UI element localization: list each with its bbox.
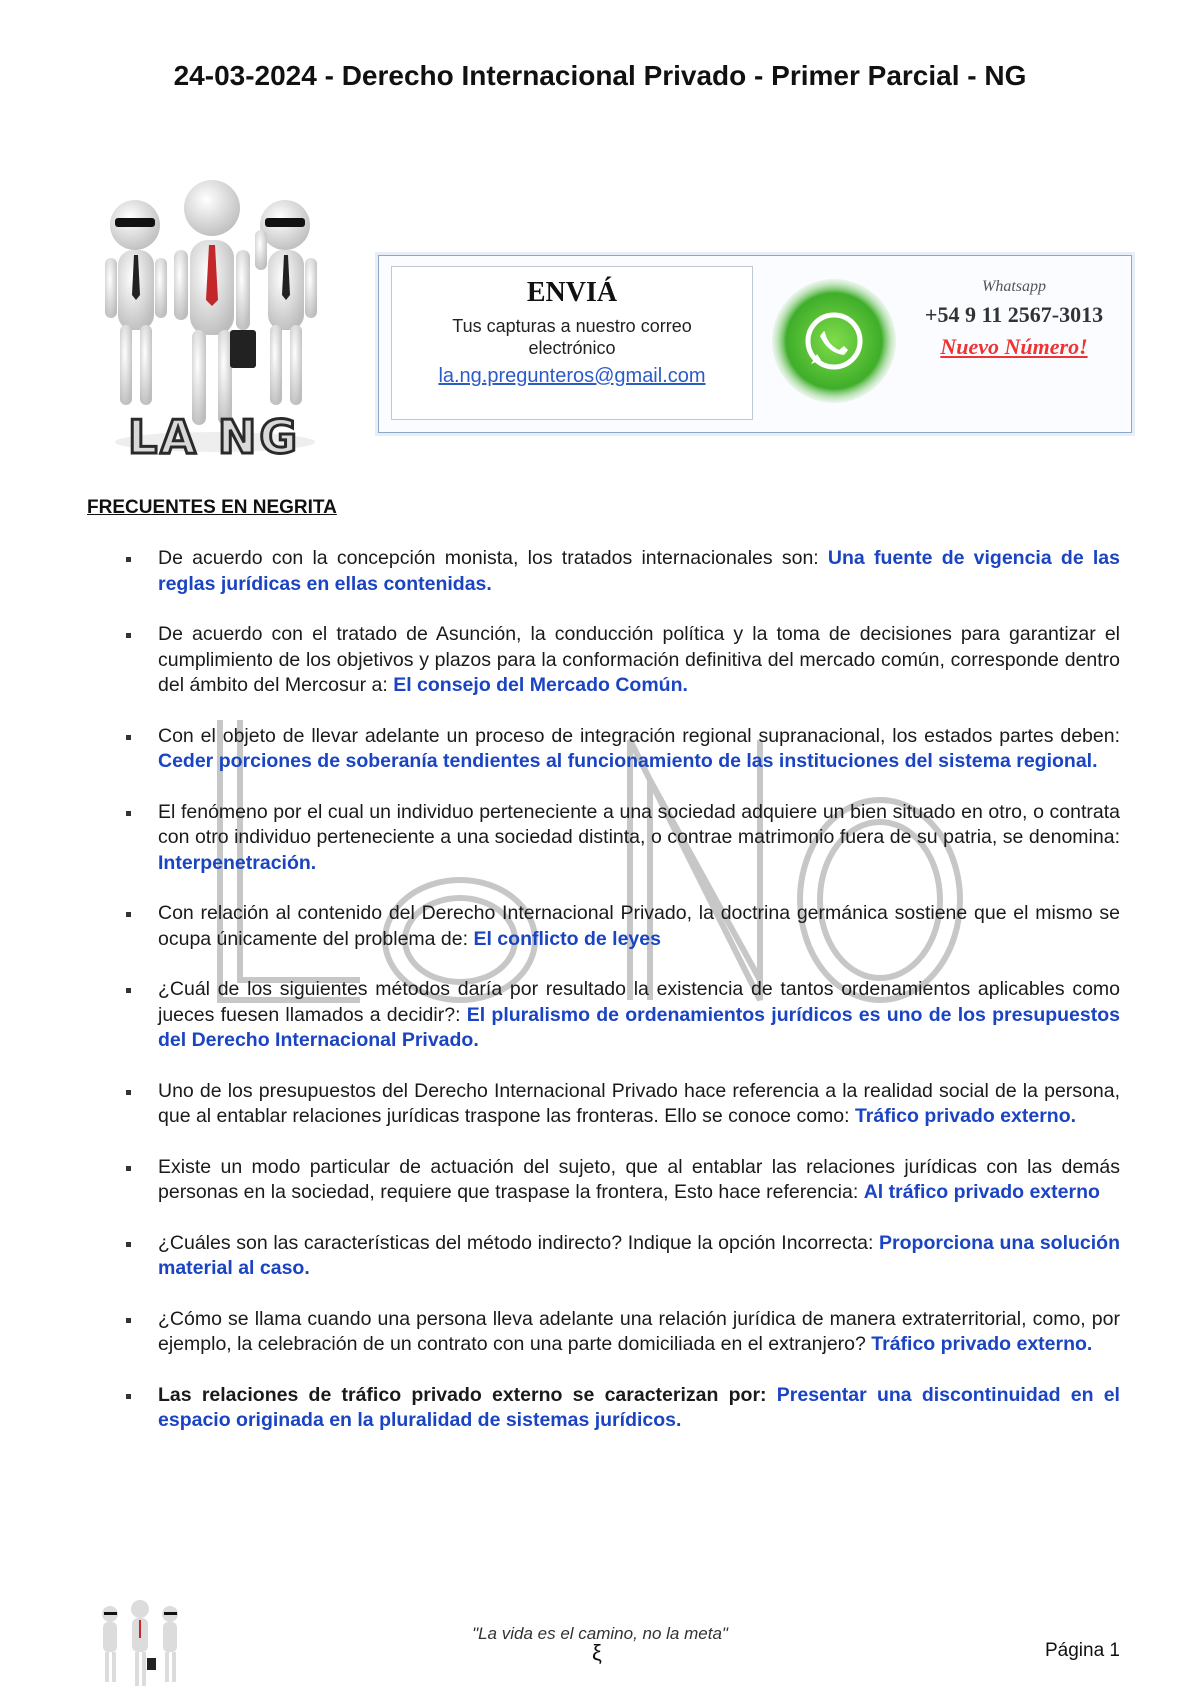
banner-heading: ENVIÁ [526, 277, 618, 308]
footer-symbol: ξ [592, 1640, 602, 1665]
question-text: De acuerdo con la concepción monista, los tratados internacionales son: [158, 547, 828, 569]
answer-text: Ceder porciones de soberanía tendientes al funcionamiento de las instituciones del sistema regional. [158, 750, 1098, 772]
answer-text: Una fuente de vigencia de las reglas jurídicas en ellas contenidas. [158, 547, 1120, 595]
email-panel [391, 266, 753, 420]
whatsapp-icon [769, 266, 899, 416]
answer-text: El pluralismo de ordenamientos jurídicos es uno de los presupuestos del Derecho Internacional Privado. [158, 1003, 1120, 1051]
answer-text: El conflicto de leyes [473, 927, 661, 950]
answer-text: El consejo del Mercado Común. [393, 674, 688, 696]
answer-text: Tráfico privado externo. [854, 1105, 1077, 1127]
question-text: Uno de los presupuestos del Derecho Internacional Privado hace referencia a la realidad social de la persona, que al entablar relaciones jurídicas traspone las fronteras. Ello se conoce como: [158, 1079, 1120, 1127]
answer-text: Tráfico privado externo. [871, 1333, 1093, 1355]
question-text: Con el objeto de llevar adelante un proceso de integración regional supranacional, los estados partes deben: [158, 724, 1120, 747]
list-item [120, 1383, 1120, 1434]
whatsapp-panel [899, 278, 1129, 360]
banner-subtext: Tus capturas a nuestro correo electrónico [452, 316, 692, 358]
list-item [120, 1231, 1120, 1282]
page-title: 24-03-2024 - Derecho Internacional Privado - Primer Parcial - NG [173, 60, 1027, 91]
answer-text: Interpenetración. [158, 851, 317, 874]
page-number: Página 1 [1044, 1640, 1120, 1661]
section-heading: FRECUENTES EN NEGRITA [87, 497, 337, 518]
contact-banner [378, 255, 1132, 433]
list-item [120, 622, 1120, 699]
email-link[interactable]: la.ng.pregunteros@gmail.com [438, 365, 706, 387]
list-item [120, 901, 1120, 952]
answer-text: Al tráfico privado externo [863, 1181, 1100, 1203]
question-text: ¿Cómo se llama cuando una persona lleva adelante una relación jurídica de manera extraterritorial, como, por ejemplo, la celebración de un contrato con una parte domiciliada en el extranjero? [158, 1307, 1120, 1355]
question-text: Con relación al contenido del Derecho Internacional Privado, la doctrina germánica sostiene que el mismo se ocupa únicamente del problema de: [158, 902, 1120, 950]
whatsapp-label: Whatsapp [982, 278, 1046, 295]
list-item [120, 1155, 1120, 1206]
list-item [120, 800, 1120, 877]
question-list [120, 546, 1120, 1459]
footer-quote: "La vida es el camino, no la meta" [472, 1624, 728, 1643]
logo-wordmark: LA NG [128, 410, 301, 464]
new-number-label: Nuevo Número! [940, 334, 1088, 359]
whatsapp-phone: +54 9 11 2567-3013 [924, 302, 1104, 327]
answer-text: Proporciona una solución material al caso. [158, 1231, 1120, 1279]
question-text: De acuerdo con el tratado de Asunción, la conducción política y la toma de decisiones para garantizar el cumplimiento de los objetivos y plazos para la conformación definitiva del mercado común, corresponde dentro del ámbito del Mercosur a: [158, 623, 1120, 696]
footer-logo-figures [95, 1600, 185, 1690]
list-item [120, 977, 1120, 1054]
question-text: ¿Cuál de los siguientes métodos daría por resultado la existencia de tantos ordenamientos aplicables como jueces fuesen llamados a decidir?: [158, 978, 1120, 1026]
question-text: Existe un modo particular de actuación del sujeto, que al entablar las relaciones jurídicas con las demás personas en la sociedad, requiere que traspase la frontera, Esto hace referencia: [158, 1155, 1120, 1203]
answer-text: Presentar una discontinuidad en el espacio originada en la pluralidad de sistemas jurídicos. [158, 1383, 1120, 1431]
question-text: ¿Cuáles son las características del método indirecto? Indique la opción Incorrecta: [158, 1231, 880, 1254]
list-item [120, 724, 1120, 775]
list-item [120, 1307, 1120, 1358]
question-text: El fenómeno por el cual un individuo perteneciente a una sociedad adquiere un bien situado en otro, o contrata con otro individuo perteneciente a una sociedad distinta, o contrae matrimonio fuera de su patria, se denomina: [158, 800, 1120, 848]
question-text: Las relaciones de tráfico privado externo se caracterizan por: [158, 1383, 777, 1406]
list-item [120, 1079, 1120, 1130]
list-item [120, 546, 1120, 597]
